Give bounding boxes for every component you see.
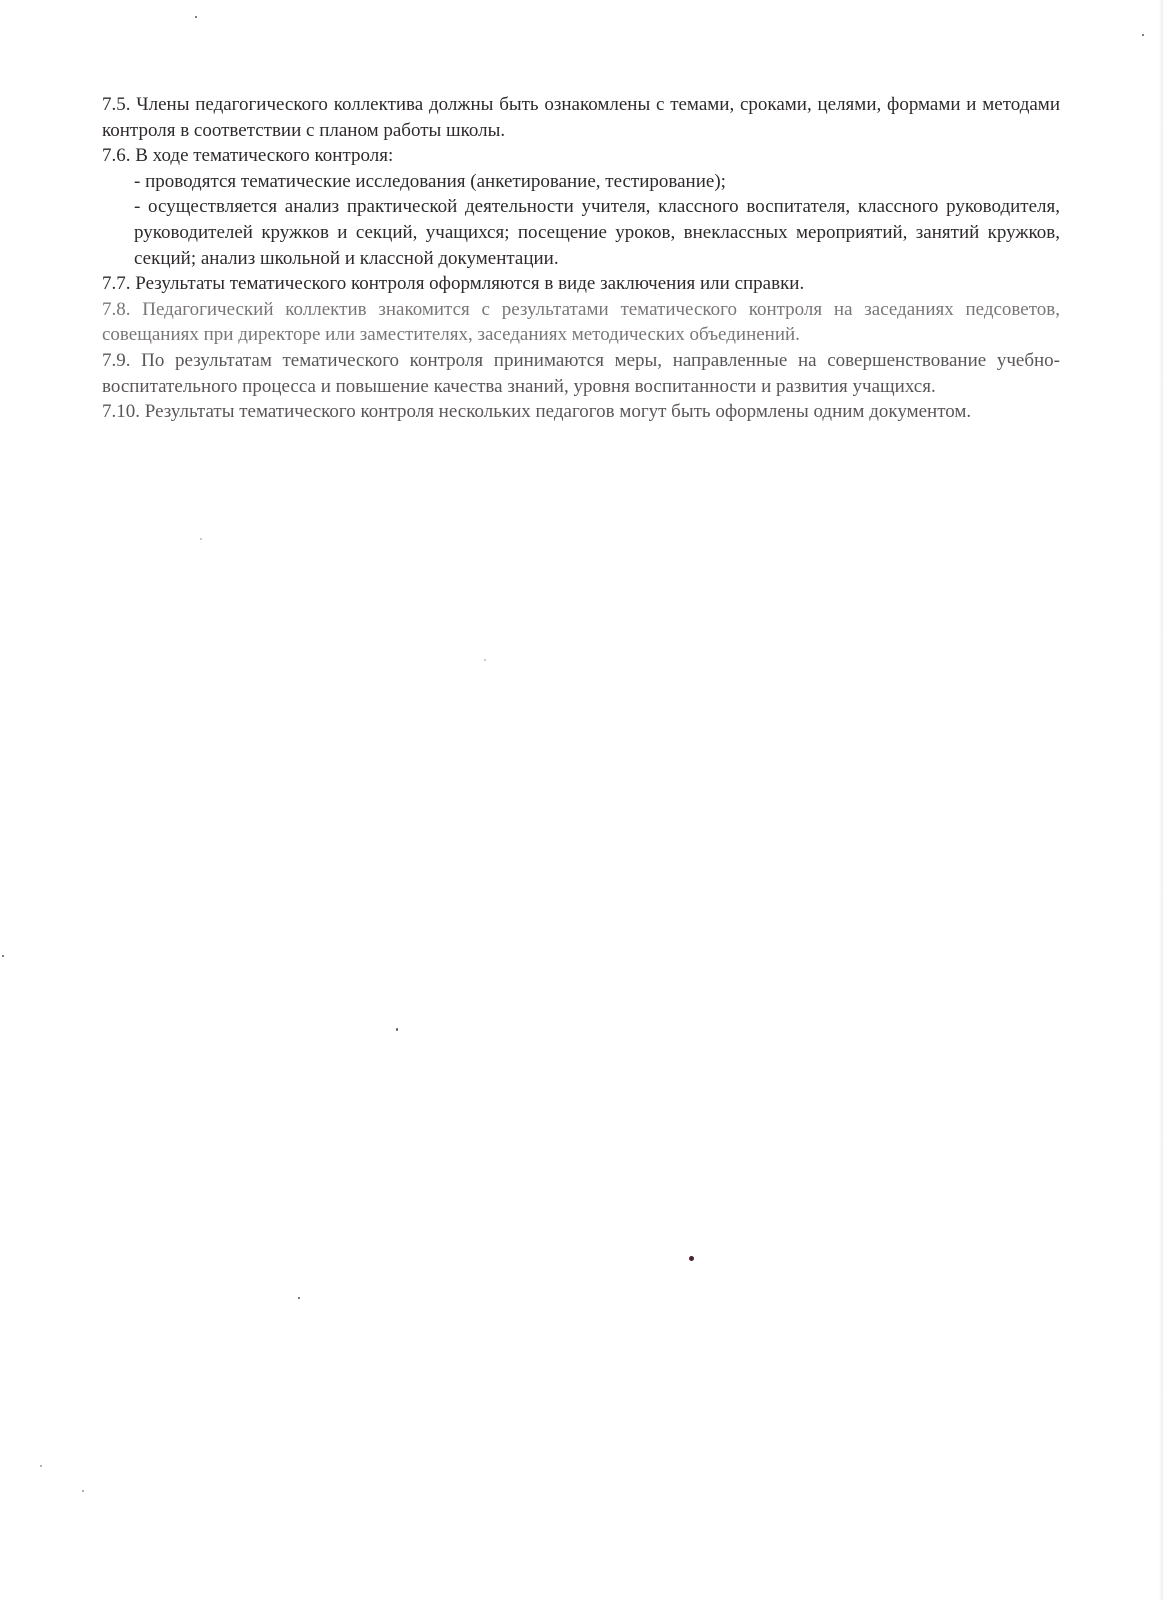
scan-speck xyxy=(1142,34,1144,36)
scan-speck xyxy=(484,659,486,661)
paragraph-7-8: 7.8. Педагогический коллектив знакомится с результатами тематического контроля на заседаниях педсоветов, совещаниях при директоре или заместителях, заседаниях методических объединений. xyxy=(102,298,1060,346)
scan-speck xyxy=(200,538,202,540)
scan-speck xyxy=(82,1490,84,1492)
bullet-item-research: - проводятся тематические исследования (анкетирование, тестирование); xyxy=(134,170,726,192)
bullet-item-analysis: - осуществляется анализ практической деятельности учителя, классного воспитателя, классного руководителя, руководителей кружков и секций, учащихся; посещение уроков, внеклассных мероприятий, занятий кружков, секций; анализ школьной и классной документации. xyxy=(134,196,1060,269)
scan-speck xyxy=(195,16,197,18)
paragraph-7-6: 7.6. В ходе тематического контроля: xyxy=(102,145,394,167)
paragraph-7-9: 7.9. По результатам тематического контроля принимаются меры, направленные на совершенствование учебно-воспитательного процесса и повышение качества знаний, уровня воспитанности и развития учащихся. xyxy=(102,349,1060,397)
document-body xyxy=(102,92,1060,425)
paragraph-7-5: 7.5. Члены педагогического коллектива должны быть ознакомлены с темами, сроками, целями, формами и методами контроля в соответствии с планом работы школы. xyxy=(102,94,1060,141)
scan-speck xyxy=(2,955,4,957)
scan-speck xyxy=(40,1465,42,1467)
paragraph-7-10: 7.10. Результаты тематического контроля нескольких педагогов могут быть оформлены одним документом. xyxy=(102,401,972,423)
scan-speck xyxy=(298,1297,300,1299)
paragraph-7-7: 7.7. Результаты тематического контроля оформляются в виде заключения или справки. xyxy=(102,273,805,295)
scan-speck xyxy=(396,1028,398,1031)
scan-speck xyxy=(689,1256,694,1261)
scan-edge xyxy=(1159,0,1163,1600)
